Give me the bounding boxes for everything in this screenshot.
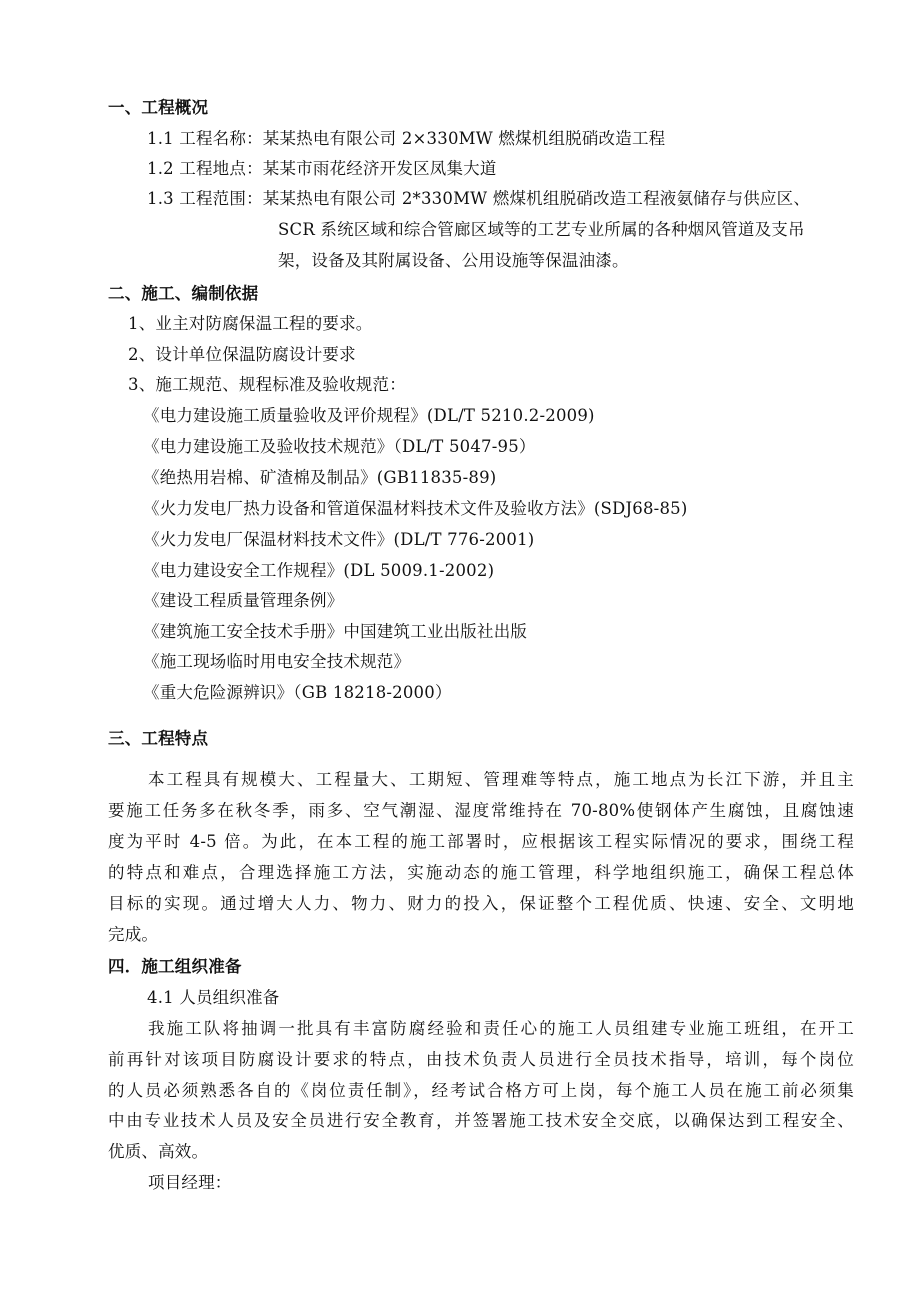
features-paragraph-line: 目标的实现。通过增大人力、物力、财力的投入，保证整个工程优质、快速、安全、文明地 [108, 894, 854, 913]
standard-item: 《电力建设安全工作规程》(DL 5009.1-2002) [143, 561, 495, 580]
standard-item: 《电力建设施工质量验收及评价规程》(DL/T 5210.2-2009) [143, 406, 595, 425]
staffing-paragraph-line: 优质、高效。 [108, 1142, 209, 1161]
staffing-paragraph-line: 前再针对该项目防腐设计要求的特点，由技术负责人员进行全员技术指导，培训，每个岗位 [108, 1050, 854, 1069]
project-scope-line-2: SCR 系统区域和综合管廊区域等的工艺专业所属的各种烟风管道及支吊 [278, 220, 805, 239]
features-paragraph-line: 完成。 [108, 925, 159, 944]
standard-item: 《建筑施工安全技术手册》中国建筑工业出版社出版 [143, 622, 528, 641]
staffing-paragraph-line: 中由专业技术人员及安全员进行安全教育，并签署施工技术安全交底，以确保达到工程安全、 [108, 1111, 854, 1130]
features-paragraph-line: 的特点和难点，合理选择施工方法，实施动态的施工管理，科学地组织施工，确保工程总体 [108, 863, 854, 882]
subsection-4-1-title: 4.1 人员组织准备 [147, 988, 280, 1007]
standard-item: 《电力建设施工及验收技术规范》（DL/T 5047-95） [143, 437, 536, 456]
section-1-heading: 一、工程概况 [108, 98, 209, 117]
standard-item: 《重大危险源辨识》（GB 18218-2000） [143, 683, 452, 702]
section-4-heading: 四．施工组织准备 [108, 957, 242, 976]
staffing-paragraph-line: 的人员必须熟悉各自的《岗位责任制》，经考试合格方可上岗，每个施工人员在施工前必须集 [108, 1081, 854, 1100]
project-scope-line-1: 1.3 工程范围：某某热电有限公司 2*330MW 燃煤机组脱硝改造工程液氨储存与供应区、 [147, 189, 811, 208]
section-3-heading: 三、工程特点 [108, 729, 209, 748]
standard-item: 《绝热用岩棉、矿渣棉及制品》(GB11835-89) [143, 468, 497, 487]
standard-item: 《建设工程质量管理条例》 [143, 591, 344, 610]
basis-item-1: 1、业主对防腐保温工程的要求。 [128, 314, 373, 333]
basis-item-2: 2、设计单位保温防腐设计要求 [128, 345, 356, 364]
standard-item: 《火力发电厂热力设备和管道保温材料技术文件及验收方法》(SDJ68-85) [143, 499, 688, 518]
standard-item: 《施工现场临时用电安全技术规范》 [143, 652, 411, 671]
standard-item: 《火力发电厂保温材料技术文件》(DL/T 776-2001) [143, 530, 535, 549]
features-paragraph-line: 度为平时 4-5 倍。为此，在本工程的施工部署时，应根据该工程实际情况的要求，围绕工程 [108, 832, 854, 851]
basis-item-3: 3、施工规范、规程标准及验收规范： [128, 375, 406, 394]
section-2-heading: 二、施工、编制依据 [108, 284, 259, 303]
project-location-line: 1.2 工程地点：某某市雨花经济开发区凤集大道 [147, 159, 497, 178]
project-scope-line-3: 架，设备及其附属设备、公用设施等保温油漆。 [278, 251, 629, 270]
project-manager-label: 项目经理： [148, 1173, 232, 1192]
features-paragraph-line: 本工程具有规模大、工程量大、工期短、管理难等特点，施工地点为长江下游，并且主 [148, 770, 854, 789]
project-name-line: 1.1 工程名称：某某热电有限公司 2×330MW 燃煤机组脱硝改造工程 [147, 129, 666, 148]
staffing-paragraph-line: 我施工队将抽调一批具有丰富防腐经验和责任心的施工人员组建专业施工班组，在开工 [148, 1019, 854, 1038]
features-paragraph-line: 要施工任务多在秋冬季，雨多、空气潮湿、湿度常维持在 70-80%使钢体产生腐蚀，且腐蚀速 [108, 801, 854, 820]
